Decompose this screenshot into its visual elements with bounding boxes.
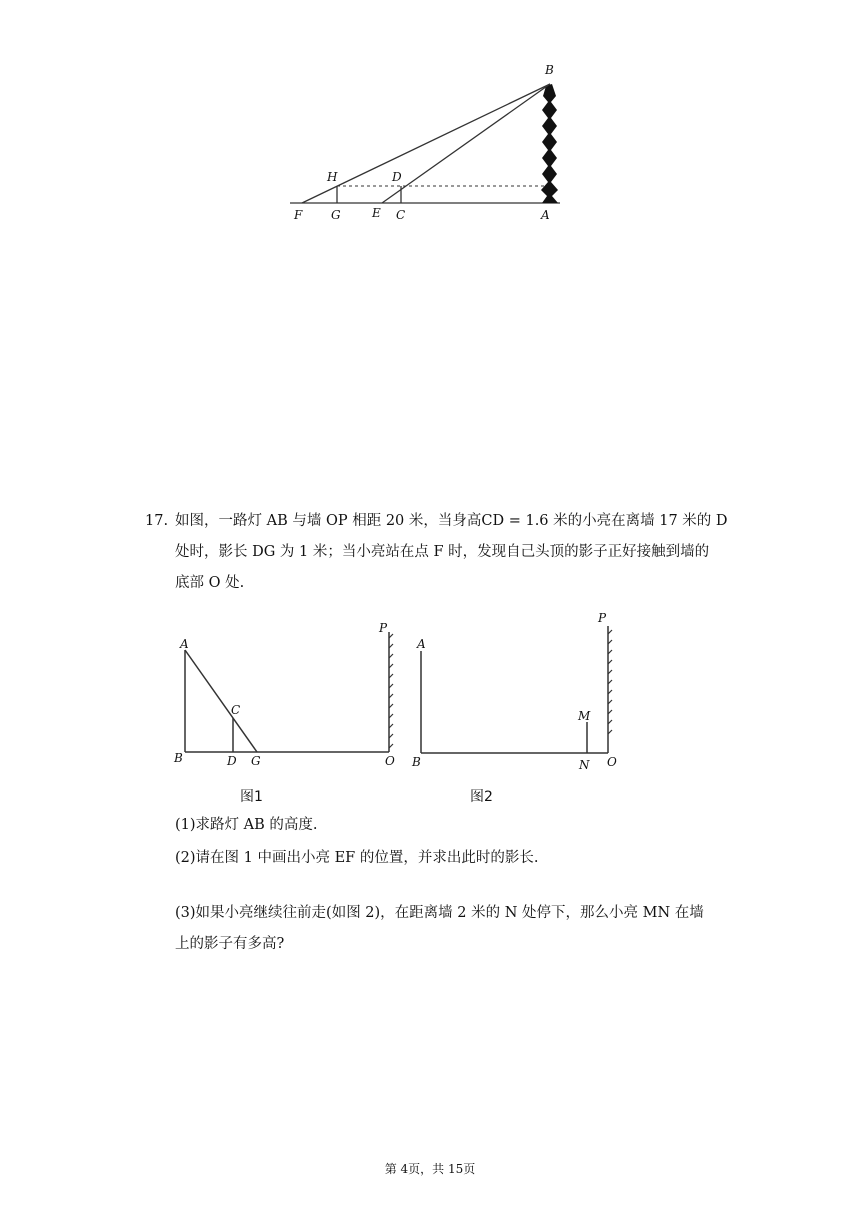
question-line-3: 底部 O 处. <box>175 575 245 591</box>
label-F: F <box>294 208 303 222</box>
label-C: C <box>396 208 406 222</box>
fig1-label-P: P <box>379 621 388 635</box>
fig2-label-M: M <box>578 709 591 723</box>
question-line-2: 处时，影长 DG 为 1 米；当小亮站在点 F 时，发现自己头顶的影子正好接触到墙的 <box>175 544 710 560</box>
question-line-1: 如图，一路灯 AB 与墙 OP 相距 20 米，当身高CD = 1.6 米的小亮在离墙 17 米的 D <box>175 513 728 529</box>
ray-B-F <box>302 84 550 203</box>
label-E: E <box>372 206 381 220</box>
fig1-label-G: G <box>251 754 261 768</box>
sub-question-3-line-2: 上的影子有多高? <box>175 936 285 952</box>
page-footer: 第 4页，共 15页 <box>384 1162 476 1176</box>
tower-shape <box>541 84 558 203</box>
question-17 <box>145 506 728 599</box>
sub-question-3-line-1: (3)如果小亮继续往前走(如图 2)，在距离墙 2 米的 N 处停下，那么小亮 MN 在墙 <box>175 905 704 921</box>
fig1-label-A: A <box>180 637 189 651</box>
ray-B-E <box>382 84 550 203</box>
top-figure <box>0 0 860 240</box>
label-B: B <box>545 63 554 77</box>
question-number: 17. <box>145 513 169 529</box>
sub-question-2: (2)请在图 1 中画出小亮 EF 的位置，并求出此时的影长. <box>175 850 539 866</box>
label-D: D <box>392 170 402 184</box>
fig1-ray-AG <box>185 650 257 752</box>
figure-2-caption: 图2 <box>470 789 493 805</box>
fig2-label-P: P <box>598 611 607 625</box>
label-A: A <box>541 208 550 222</box>
label-H: H <box>327 170 338 184</box>
fig2-label-N: N <box>579 758 590 772</box>
fig2-label-A: A <box>417 637 426 651</box>
fig1-label-C: C <box>231 703 241 717</box>
label-G: G <box>331 208 341 222</box>
fig2-label-O: O <box>607 755 617 769</box>
fig2-label-B: B <box>412 755 421 769</box>
fig1-label-B: B <box>174 751 183 765</box>
fig1-label-D: D <box>227 754 237 768</box>
sub-question-1: (1)求路灯 AB 的高度. <box>175 817 318 833</box>
figure-1-caption: 图1 <box>240 789 263 805</box>
fig1-label-O: O <box>385 754 395 768</box>
figure-1 <box>160 610 410 780</box>
figure-2 <box>405 606 635 781</box>
